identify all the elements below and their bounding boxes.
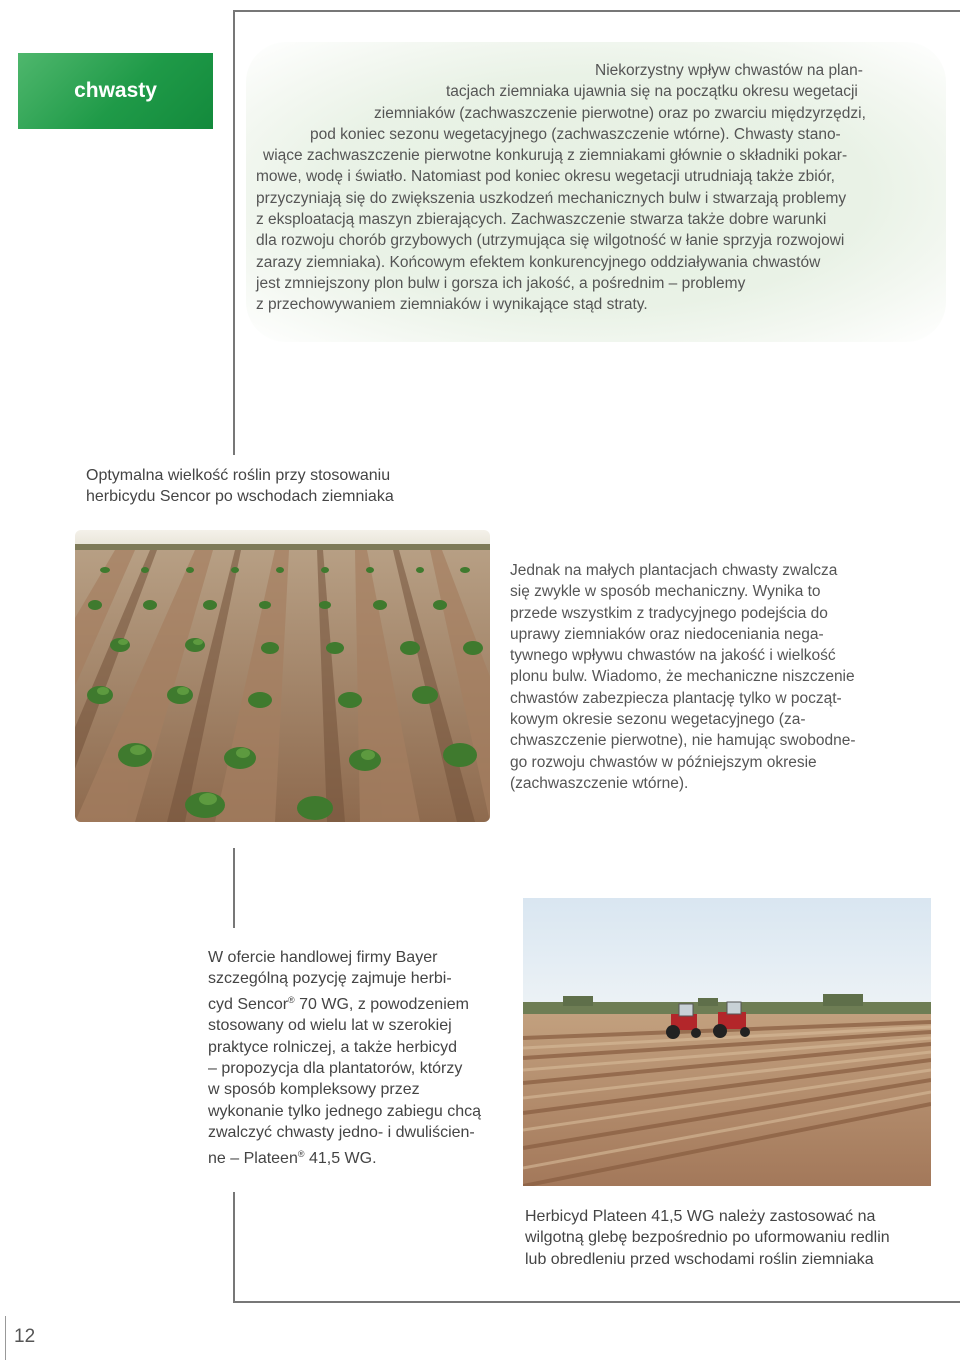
offer-line: stosowany od wielu lat w szerokiej (208, 1017, 452, 1035)
offer-line: – propozycja dla plantatorów, którzy (208, 1060, 463, 1078)
side-line: tywnego wpływu chwastów na jakość i wielkość (510, 647, 836, 665)
intro-line: dla rozwoju chorób grzybowych (utrzymująca się wilgotność w łanie sprzyja rozwojowi (256, 232, 845, 250)
intro-line: mowe, wodę i światło. Natomiast pod koniec okresu wegetacji utrudniają także zbiór, (256, 168, 835, 186)
frame-top-rule (233, 10, 960, 12)
intro-line: z przechowywaniem ziemniaków i wynikające stąd straty. (256, 296, 648, 314)
side-line: chwaszczenie pierwotne), nie hamując swobodne- (510, 732, 856, 750)
registered-mark: ® (288, 994, 295, 1005)
offer-line: W ofercie handlowej firmy Bayer (208, 949, 438, 966)
side-line: plonu bulw. Wiadomo, że mechaniczne niszczenie (510, 668, 855, 686)
frame-left-rule (233, 10, 235, 455)
offer-line: zwalczyć chwasty jedno- i dwuliścien- (208, 1124, 475, 1142)
offer-line-sencor (208, 990, 518, 1015)
offer-line: szczególną pozycję zajmuje herbi- (208, 970, 452, 988)
intro-line: z eksploatacją maszyn zbierających. Zachwaszczenie stwarza także dobre warunki (256, 211, 827, 229)
potato-field-illustration (75, 530, 490, 822)
page-number-rule (5, 1316, 6, 1360)
intro-line: zarazy ziemniaka). Końcowym efektem konkurencyjnego oddziaływania chwastów (256, 253, 821, 271)
intro-line: pod koniec sezonu wegetacyjnego (zachwaszczenie wtórne). Chwasty stano- (310, 125, 841, 143)
caption-line: lub obredleniu przed wschodami roślin ziemniaka (525, 1250, 874, 1268)
offer-line-part: 70 WG, z powodzeniem (294, 995, 469, 1013)
offer-line: praktyce rolniczej, a także herbicyd (208, 1038, 457, 1056)
frame-left-rule-3 (233, 1192, 235, 1302)
frame-bottom-rule (233, 1301, 960, 1303)
caption-line: wilgotną glebę bezpośrednio po uformowaniu redlin (525, 1229, 890, 1247)
section-tag: chwasty (18, 53, 213, 129)
intro-paragraph (256, 60, 936, 316)
side-line: chwastów zabezpiecza plantację tylko w począt- (510, 689, 842, 707)
registered-mark: ® (297, 1148, 305, 1159)
offer-line: w sposób kompleksowy przez (208, 1081, 420, 1099)
mechanical-control-paragraph (510, 560, 930, 794)
tractor-field-photo (523, 898, 931, 1186)
intro-line: ziemniaków (zachwaszczenie pierwotne) oraz po zwarciu międzyrzędzi, (374, 104, 866, 122)
caption-line: Herbicyd Plateen 41,5 WG należy zastosować na (525, 1208, 876, 1225)
offer-line-part: ne – Plateen (208, 1149, 298, 1167)
photo1-caption (86, 465, 394, 507)
intro-line: przyczyniają się do zwiększenia uszkodzeń mechanicznych bulw i stwarzają problemy (256, 189, 847, 207)
tractor-field-illustration (523, 898, 931, 1186)
photo2-caption (525, 1206, 890, 1270)
bayer-offer-paragraph (208, 947, 518, 1169)
side-line: go rozwoju chwastów w późniejszym okresie (510, 753, 817, 771)
offer-line-plateen (208, 1144, 518, 1169)
page-number: 12 (14, 1326, 36, 1347)
offer-line-part: 41,5 WG. (304, 1149, 377, 1167)
intro-line: jest zmniejszony plon bulw i gorsza ich jakość, a pośrednim – problemy (256, 274, 746, 292)
side-line: przede wszystkim z tradycyjnego podejścia do (510, 604, 828, 622)
offer-line-part: cyd Sencor (208, 995, 289, 1013)
side-line: Jednak na małych plantacjach chwasty zwalcza (510, 562, 838, 579)
side-line: (zachwaszczenie wtórne). (510, 774, 689, 792)
intro-line: tacjach ziemniaka ujawnia się na początku okresu wegetacji (446, 83, 858, 101)
side-line: kowym okresie sezonu wegetacyjnego (za- (510, 711, 806, 729)
side-line: się zwykle w sposób mechaniczny. Wynika to (510, 583, 821, 601)
intro-line: Niekorzystny wpływ chwastów na plan- (595, 62, 863, 79)
frame-left-rule-2 (233, 848, 235, 928)
potato-field-photo (75, 530, 490, 822)
caption-line: herbicydu Sencor po wschodach ziemniaka (86, 488, 394, 505)
side-line: uprawy ziemniaków oraz niedoceniania nega- (510, 625, 824, 643)
intro-line: wiące zachwaszczenie pierwotne konkurują z ziemniakami głównie o składniki pokar- (263, 147, 848, 165)
offer-line: wykonanie tylko jednego zabiegu chcą (208, 1102, 482, 1120)
caption-line: Optymalna wielkość roślin przy stosowaniu (86, 467, 391, 484)
